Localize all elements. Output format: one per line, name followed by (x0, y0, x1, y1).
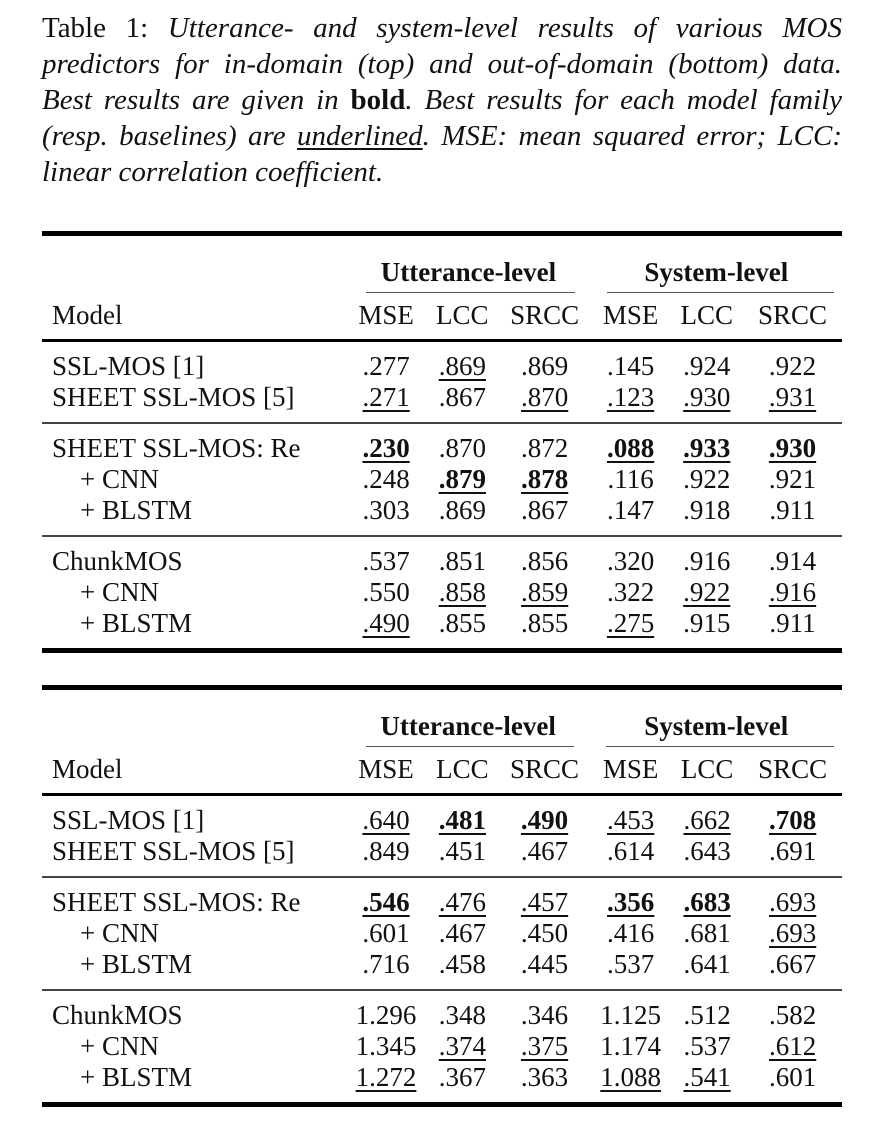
metric-cell-mse-utterance (346, 1062, 426, 1102)
metric-cell-srcc-system (743, 577, 842, 608)
column-header-lcc: LCC (680, 299, 734, 330)
metric-cell-lcc-utterance (426, 536, 499, 577)
metric-value: .691 (769, 836, 817, 866)
metric-value: .541 (683, 1062, 731, 1092)
metric-value: .855 (521, 608, 569, 638)
model-name: + CNN (80, 464, 159, 494)
metric-cell-lcc-system (671, 949, 743, 990)
metric-value: .458 (438, 949, 487, 979)
metric-value: .879 (438, 464, 486, 494)
model-name: SSL-MOS [1] (52, 805, 205, 835)
model-name: + BLSTM (80, 1062, 192, 1092)
metric-value: .851 (438, 546, 486, 576)
metric-value: .681 (683, 918, 731, 948)
table-section (42, 341, 842, 424)
metric-value: .537 (362, 546, 410, 576)
metric-cell-mse-system (591, 423, 671, 464)
metric-value: .457 (520, 887, 569, 917)
metric-cell-srcc-utterance (499, 1062, 591, 1102)
column-header-model: Model (52, 753, 123, 784)
metric-cell-mse-system (590, 918, 670, 949)
metric-cell-mse-utterance (346, 608, 426, 648)
metric-cell-lcc-system (671, 1062, 743, 1102)
metric-value: .911 (769, 495, 816, 525)
metric-value: .467 (438, 918, 487, 948)
metric-value: .356 (607, 887, 655, 917)
metric-cell-mse-utterance (346, 464, 426, 495)
column-header-srcc: SRCC (510, 753, 580, 784)
table-row (42, 949, 842, 990)
metric-value: .481 (438, 805, 487, 835)
metric-cell-srcc-system (743, 464, 842, 495)
metric-cell-lcc-utterance (426, 382, 499, 423)
metric-cell-srcc-system (743, 918, 842, 949)
metric-value: .145 (606, 351, 655, 381)
metric-value: .933 (683, 433, 731, 463)
metric-cell-mse-system (591, 536, 671, 577)
metric-cell-srcc-system (743, 836, 842, 877)
metric-cell-lcc-system (671, 341, 744, 383)
model-name: + BLSTM (80, 949, 192, 979)
table-section (42, 795, 842, 878)
metric-value: 1.345 (355, 1031, 417, 1061)
metric-cell-srcc-utterance (499, 577, 591, 608)
table-row (42, 577, 842, 608)
metric-cell-lcc-utterance (426, 341, 499, 383)
metric-cell-srcc-utterance (499, 836, 591, 877)
metric-cell-srcc-system (743, 341, 842, 383)
caption-text-a: Utterance- and system-level results of various MOS predictors for in-domain (top) and out-of-domain (bottom) data. Best results are given in (42, 12, 843, 116)
metric-cell-lcc-system (671, 877, 743, 918)
metric-cell-mse-system (591, 464, 671, 495)
model-name: SHEET SSL-MOS: Re (52, 433, 301, 463)
metric-value: .453 (607, 805, 655, 835)
table-row (42, 1062, 842, 1102)
results-table-in-domain (42, 231, 842, 653)
table-row (42, 990, 842, 1031)
table-row (42, 836, 842, 877)
column-header-lcc: LCC (436, 299, 489, 330)
metric-value: .693 (769, 918, 817, 948)
metric-value: .123 (606, 382, 655, 412)
column-header-lcc: LCC (680, 753, 734, 784)
metric-value: .445 (520, 949, 569, 979)
model-name: SSL-MOS [1] (52, 351, 205, 381)
metric-cell-mse-utterance (346, 949, 426, 990)
metric-cell-mse-utterance (346, 877, 426, 918)
metric-cell-lcc-utterance (426, 949, 498, 990)
metric-value: .320 (606, 546, 655, 576)
metric-value: .601 (362, 918, 410, 948)
table-section (42, 536, 842, 648)
metric-value: .693 (769, 887, 817, 917)
metric-value: 1.272 (355, 1062, 417, 1092)
metric-cell-srcc-system (743, 1062, 842, 1102)
caption-underlined-word: underlined (296, 120, 423, 152)
model-name: ChunkMOS (52, 546, 183, 576)
metric-value: .914 (768, 546, 817, 576)
model-name: SHEET SSL-MOS [5] (52, 382, 295, 412)
results-table (42, 690, 842, 1102)
metric-value: .683 (683, 887, 731, 917)
metric-value: .931 (768, 382, 817, 412)
column-header-mse: MSE (358, 299, 414, 330)
metric-cell-srcc-system (743, 423, 842, 464)
metric-cell-mse-system (591, 341, 671, 383)
column-header-mse: MSE (602, 299, 659, 330)
metric-value: .870 (438, 433, 486, 463)
metric-value: .303 (362, 495, 410, 525)
metric-cell-mse-utterance (346, 836, 426, 877)
metric-cell-srcc-system (743, 1031, 842, 1062)
caption-text-b: . Best results for each model family (resp. baselines) are (42, 84, 843, 152)
metric-cell-lcc-utterance (426, 1031, 498, 1062)
model-name: + CNN (80, 577, 159, 607)
metric-cell-srcc-utterance (499, 990, 591, 1031)
metric-cell-mse-system (590, 990, 670, 1031)
metric-cell-lcc-utterance (426, 423, 499, 464)
metric-cell-lcc-system (671, 382, 744, 423)
table-header (42, 690, 842, 795)
metric-value: .614 (607, 836, 655, 866)
metric-value: .375 (520, 1031, 569, 1061)
metric-value: .708 (769, 805, 817, 835)
metric-cell-srcc-system (743, 382, 842, 423)
metric-cell-lcc-utterance (426, 495, 499, 536)
metric-value: .922 (683, 464, 731, 494)
metric-value: .667 (769, 949, 817, 979)
metric-cell-lcc-utterance (426, 577, 499, 608)
metric-value: .643 (683, 836, 731, 866)
metric-cell-mse-utterance (346, 1031, 426, 1062)
metric-cell-lcc-system (671, 990, 743, 1031)
column-header-srcc: SRCC (758, 753, 828, 784)
metric-cell-lcc-system (671, 836, 743, 877)
metric-value: .916 (768, 577, 817, 607)
metric-value: .147 (606, 495, 655, 525)
metric-value: .363 (520, 1062, 569, 1092)
column-header-model: Model (52, 299, 123, 330)
table-section (42, 877, 842, 990)
metric-value: .367 (438, 1062, 487, 1092)
metric-cell-mse-utterance (346, 795, 426, 837)
metric-cell-lcc-system (671, 536, 744, 577)
model-name: + CNN (80, 918, 159, 948)
metric-cell-srcc-utterance (499, 382, 591, 423)
metric-value: .859 (521, 577, 569, 607)
metric-cell-mse-utterance (346, 341, 426, 383)
metric-cell-mse-system (590, 1062, 670, 1102)
metric-cell-srcc-utterance (499, 423, 591, 464)
column-header-lcc: LCC (436, 753, 489, 784)
metric-value: 1.125 (600, 1000, 662, 1030)
metric-cell-srcc-system (743, 949, 842, 990)
metric-value: .930 (683, 382, 731, 412)
metric-value: .869 (521, 351, 569, 381)
group-header-system-level: System-level (644, 711, 789, 741)
metric-value: .916 (683, 546, 731, 576)
metric-cell-lcc-system (671, 495, 744, 536)
metric-value: .930 (768, 433, 817, 463)
metric-cell-srcc-utterance (499, 536, 591, 577)
metric-cell-srcc-utterance (499, 877, 591, 918)
table-section (42, 990, 842, 1102)
column-header-mse: MSE (602, 753, 659, 784)
table-row (42, 918, 842, 949)
metric-value: .277 (362, 351, 410, 381)
model-name: + BLSTM (80, 608, 192, 638)
metric-value: .915 (683, 608, 731, 638)
metric-value: .248 (362, 464, 410, 494)
metric-cell-mse-system (590, 1031, 670, 1062)
metric-value: .374 (438, 1031, 487, 1061)
metric-value: .856 (521, 546, 569, 576)
metric-value: .869 (438, 351, 486, 381)
metric-value: .922 (768, 351, 817, 381)
metric-value: 1.174 (600, 1031, 662, 1061)
metric-value: .612 (769, 1031, 817, 1061)
metric-cell-srcc-system (743, 795, 842, 837)
table-row (42, 608, 842, 648)
column-header-mse: MSE (358, 753, 414, 784)
metric-cell-mse-utterance (346, 423, 426, 464)
metric-cell-lcc-utterance (426, 464, 499, 495)
metric-value: .346 (520, 1000, 569, 1030)
metric-cell-lcc-system (671, 918, 743, 949)
metric-value: .878 (521, 464, 569, 494)
metric-cell-lcc-utterance (426, 990, 498, 1031)
metric-value: .855 (438, 608, 486, 638)
metric-value: .490 (520, 805, 569, 835)
column-header-srcc: SRCC (510, 299, 580, 330)
metric-value: .924 (683, 351, 731, 381)
metric-cell-lcc-utterance (426, 608, 499, 648)
table-row (42, 382, 842, 423)
metric-cell-lcc-system (671, 577, 744, 608)
group-header-utterance-level: Utterance-level (380, 257, 557, 287)
caption-text-c: . MSE: mean squared error; LCC: linear correlation coefficient. (42, 120, 843, 188)
results-table-out-of-domain (42, 685, 842, 1107)
metric-value: .922 (683, 577, 731, 607)
model-name: ChunkMOS (52, 1000, 183, 1030)
metric-cell-mse-system (591, 577, 671, 608)
metric-value: .275 (606, 608, 655, 638)
metric-cell-srcc-system (743, 536, 842, 577)
metric-value: .662 (683, 805, 731, 835)
metric-value: .911 (769, 608, 816, 638)
metric-cell-srcc-utterance (499, 495, 591, 536)
metric-value: .451 (438, 836, 487, 866)
metric-cell-mse-system (591, 382, 671, 423)
table-row (42, 877, 842, 918)
metric-value: .490 (362, 608, 410, 638)
metric-cell-srcc-system (743, 990, 842, 1031)
metric-value: .582 (769, 1000, 817, 1030)
metric-value: .230 (362, 433, 410, 463)
metric-cell-srcc-utterance (499, 795, 591, 837)
metric-cell-mse-system (591, 608, 671, 648)
metric-cell-mse-utterance (346, 536, 426, 577)
metric-value: 1.296 (355, 1000, 417, 1030)
metric-cell-lcc-system (671, 423, 744, 464)
group-header-system-level: System-level (644, 257, 789, 287)
metric-value: .088 (606, 433, 655, 463)
metric-cell-mse-utterance (346, 495, 426, 536)
metric-value: .867 (521, 495, 569, 525)
table-row (42, 423, 842, 464)
metric-cell-mse-utterance (346, 577, 426, 608)
metric-value: .601 (769, 1062, 817, 1092)
metric-value: .858 (438, 577, 486, 607)
metric-cell-srcc-system (743, 495, 842, 536)
metric-cell-srcc-utterance (499, 918, 591, 949)
table-row (42, 536, 842, 577)
table-header (42, 236, 842, 341)
metric-cell-lcc-system (671, 464, 744, 495)
metric-value: .849 (362, 836, 410, 866)
metric-cell-mse-utterance (346, 918, 426, 949)
table-row (42, 495, 842, 536)
metric-value: .271 (362, 382, 410, 412)
metric-value: .322 (606, 577, 655, 607)
metric-value: .546 (362, 887, 410, 917)
metric-value: .450 (520, 918, 569, 948)
table-row (42, 795, 842, 837)
metric-value: .870 (521, 382, 569, 412)
metric-cell-mse-system (591, 495, 671, 536)
metric-cell-lcc-utterance (426, 836, 498, 877)
metric-value: .512 (683, 1000, 731, 1030)
metric-cell-srcc-utterance (499, 1031, 591, 1062)
metric-cell-lcc-system (671, 1031, 743, 1062)
metric-value: .467 (520, 836, 569, 866)
metric-cell-srcc-utterance (499, 464, 591, 495)
metric-value: .116 (607, 464, 654, 494)
metric-cell-srcc-utterance (499, 949, 591, 990)
metric-value: .640 (362, 805, 410, 835)
metric-cell-mse-system (590, 949, 670, 990)
table-section (42, 423, 842, 536)
metric-cell-srcc-system (743, 608, 842, 648)
caption-label: Table 1: (42, 12, 149, 44)
model-name: SHEET SSL-MOS [5] (52, 836, 295, 866)
caption-bold-word: bold (350, 84, 406, 116)
table-row (42, 464, 842, 495)
table-row (42, 341, 842, 383)
metric-value: .918 (683, 495, 731, 525)
metric-value: .476 (438, 887, 487, 917)
metric-value: .537 (683, 1031, 731, 1061)
results-table (42, 236, 842, 648)
metric-cell-lcc-utterance (426, 918, 498, 949)
metric-value: .869 (438, 495, 486, 525)
model-name: SHEET SSL-MOS: Re (52, 887, 301, 917)
metric-cell-srcc-utterance (499, 608, 591, 648)
metric-cell-lcc-system (671, 608, 744, 648)
metric-value: .867 (438, 382, 486, 412)
metric-value: 1.088 (600, 1062, 662, 1092)
metric-cell-lcc-utterance (426, 1062, 498, 1102)
metric-value: .872 (521, 433, 569, 463)
metric-cell-mse-utterance (346, 382, 426, 423)
metric-cell-srcc-utterance (499, 341, 591, 383)
metric-cell-mse-system (590, 795, 670, 837)
metric-cell-mse-system (590, 836, 670, 877)
model-name: + CNN (80, 1031, 159, 1061)
metric-cell-lcc-system (671, 795, 743, 837)
metric-value: .641 (683, 949, 731, 979)
model-name: + BLSTM (80, 495, 192, 525)
metric-cell-mse-utterance (346, 990, 426, 1031)
metric-value: .921 (768, 464, 817, 494)
metric-cell-mse-system (590, 877, 670, 918)
table-row (42, 1031, 842, 1062)
metric-value: .550 (362, 577, 410, 607)
metric-value: .416 (607, 918, 655, 948)
metric-value: .537 (607, 949, 655, 979)
group-header-utterance-level: Utterance-level (380, 711, 556, 741)
metric-cell-lcc-utterance (426, 877, 498, 918)
metric-value: .716 (362, 949, 410, 979)
table-caption (42, 10, 842, 190)
metric-cell-srcc-system (743, 877, 842, 918)
column-header-srcc: SRCC (758, 299, 828, 330)
metric-cell-lcc-utterance (426, 795, 498, 837)
metric-value: .348 (438, 1000, 487, 1030)
